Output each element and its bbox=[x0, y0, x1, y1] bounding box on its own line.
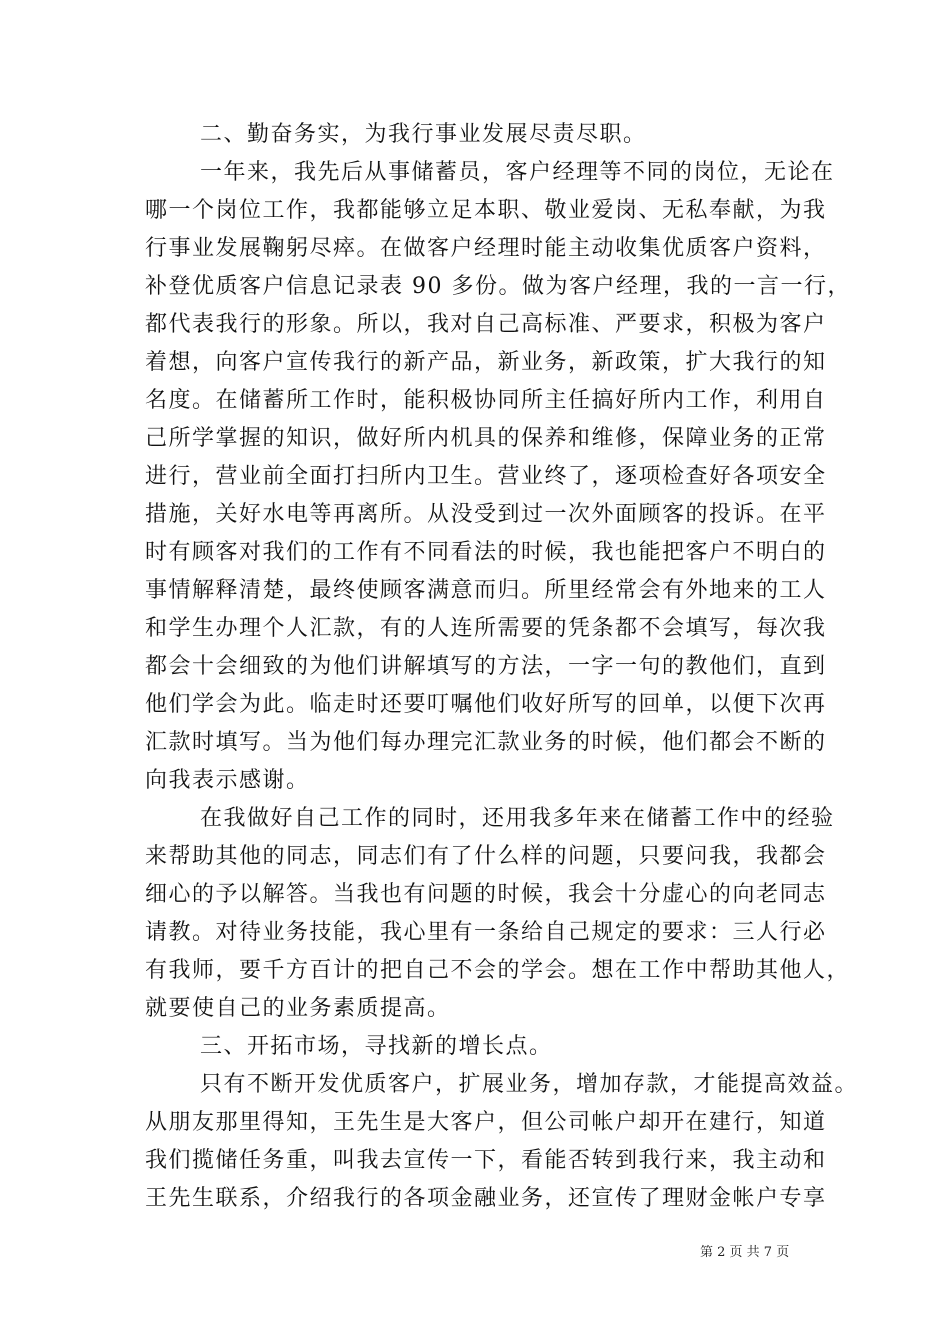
paragraph-line: 从朋友那里得知，王先生是大客户，但公司帐户却开在建行，知道 bbox=[145, 1110, 827, 1135]
paragraph-line: 名度。在储蓄所工作时，能积极协同所主任搞好所内工作，利用自 bbox=[145, 388, 827, 413]
paragraph-line: 都会十会细致的为他们讲解填写的方法，一字一句的教他们，直到 bbox=[145, 654, 827, 679]
paragraph-line: 有我师，要千方百计的把自己不会的学会。想在工作中帮助其他人， bbox=[145, 958, 851, 983]
paragraph-line: 己所学掌握的知识，做好所内机具的保养和维修，保障业务的正常 bbox=[145, 426, 827, 451]
paragraph-line: 一年来，我先后从事储蓄员，客户经理等不同的岗位，无论在 bbox=[200, 160, 835, 185]
paragraph-line: 事情解释清楚，最终使顾客满意而归。所里经常会有外地来的工人 bbox=[145, 578, 827, 603]
paragraph-line: 我们揽储任务重，叫我去宣传一下，看能否转到我行来，我主动和 bbox=[145, 1148, 827, 1173]
paragraph-line: 着想，向客户宣传我行的新产品，新业务，新政策，扩大我行的知 bbox=[145, 350, 827, 375]
paragraph-line: 行事业发展鞠躬尽瘁。在做客户经理时能主动收集优质客户资料， bbox=[145, 236, 827, 261]
paragraph-line: 就要使自己的业务素质提高。 bbox=[145, 996, 451, 1021]
paragraph-line: 进行，营业前全面打扫所内卫生。营业终了，逐项检查好各项安全 bbox=[145, 464, 827, 489]
paragraph-line: 来帮助其他的同志，同志们有了什么样的问题，只要问我，我都会 bbox=[145, 844, 827, 869]
paragraph-line: 他们学会为此。临走时还要叮嘱他们收好所写的回单，以便下次再 bbox=[145, 692, 827, 717]
paragraph-line: 时有顾客对我们的工作有不同看法的时候，我也能把客户不明白的 bbox=[145, 540, 827, 565]
paragraph-line: 王先生联系，介绍我行的各项金融业务，还宣传了理财金帐户专享 bbox=[145, 1186, 827, 1211]
paragraph-line: 都代表我行的形象。所以，我对自己高标准、严要求，积极为客户 bbox=[145, 312, 827, 337]
paragraph-line: 措施，关好水电等再离所。从没受到过一次外面顾客的投诉。在平 bbox=[145, 502, 827, 527]
page-number: 第 2 页 共 7 页 bbox=[700, 1245, 790, 1260]
paragraph-line: 只有不断开发优质客户，扩展业务，增加存款，才能提高效益。 bbox=[200, 1072, 859, 1097]
section-heading-3: 三、开拓市场，寻找新的增长点。 bbox=[200, 1034, 553, 1059]
section-heading-2: 二、勤奋务实，为我行事业发展尽责尽职。 bbox=[200, 122, 647, 147]
paragraph-line: 和学生办理个人汇款，有的人连所需要的凭条都不会填写，每次我 bbox=[145, 616, 827, 641]
paragraph-line: 汇款时填写。当为他们每办理完汇款业务的时候，他们都会不断的 bbox=[145, 730, 827, 755]
paragraph-line: 细心的予以解答。当我也有问题的时候，我会十分虚心的向老同志 bbox=[145, 882, 827, 907]
paragraph-line: 在我做好自己工作的同时，还用我多年来在储蓄工作中的经验 bbox=[200, 806, 835, 831]
paragraph-line: 向我表示感谢。 bbox=[145, 768, 310, 793]
paragraph-line: 补登优质客户信息记录表 90 多份。做为客户经理，我的一言一行， bbox=[145, 274, 851, 299]
paragraph-line: 哪一个岗位工作，我都能够立足本职、敬业爱岗、无私奉献，为我 bbox=[145, 198, 827, 223]
paragraph-line: 请教。对待业务技能，我心里有一条给自己规定的要求：三人行必 bbox=[145, 920, 827, 945]
